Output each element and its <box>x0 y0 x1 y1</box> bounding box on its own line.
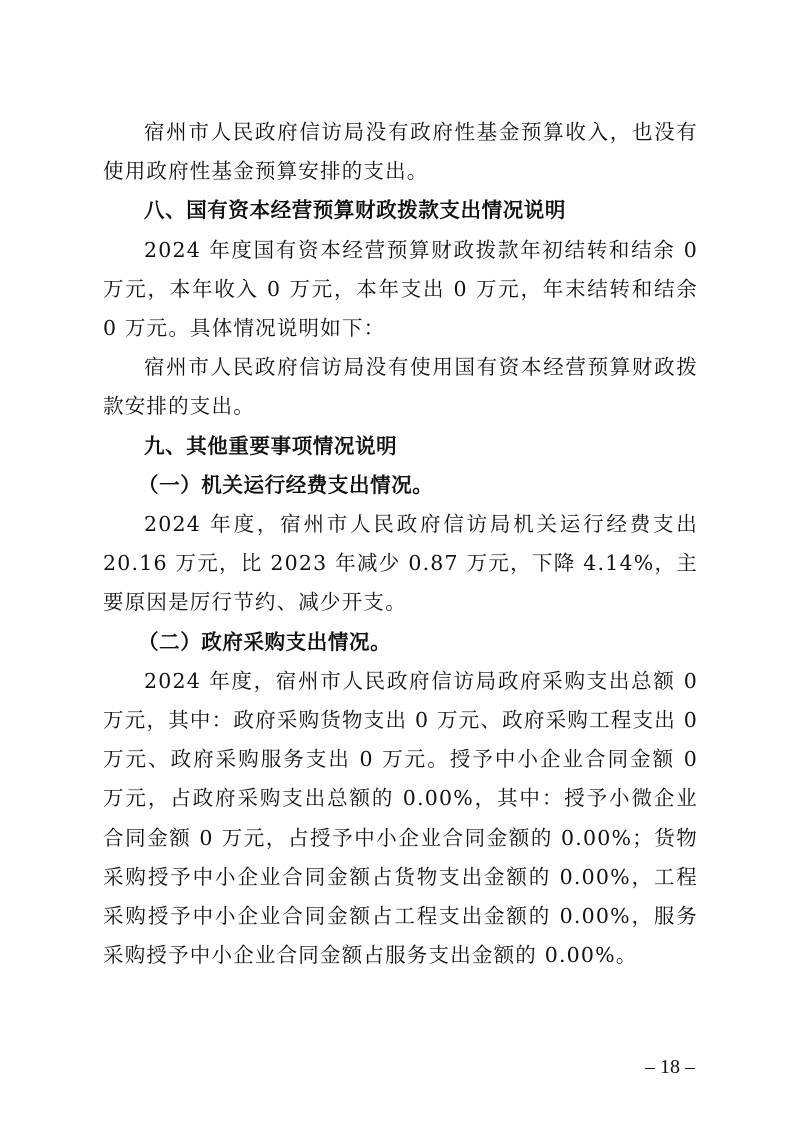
document-body <box>103 113 698 975</box>
subsection-heading-1: （一）机关运行经费支出情况。 <box>138 472 434 497</box>
paragraph-state-capital-summary: 2024 年度国有资本经营预算财政拨款年初结转和结余 0 万元，本年收入 0 万元，本年支出 0 万元，年末结转和结余 0 万元。具体情况说明如下： <box>103 237 698 341</box>
section-heading-8: 八、国有资本经营预算财政拨款支出情况说明 <box>144 198 566 223</box>
section-heading-9: 九、其他重要事项情况说明 <box>144 433 398 458</box>
paragraph-procurement: 2024 年度，宿州市人民政府信访局政府采购支出总额 0 万元，其中：政府采购货物支出 0 万元、政府采购工程支出 0 万元、政府采购服务支出 0 万元。授予中小企业合同金额 0 万元，占政府采购支出总额的 0.00%，其中：授予小微企业合同金额 0 万元，占授予中小企业合同金额的 0.00%；货物采购授予中小企业合同金额占货物支出金额的 0.00%，工程采购授予中小企业合同金额占工程支出金额的 0.00%，服务采购授予中小企业合同金额占服务支出金额的 0.00%。 <box>103 668 698 968</box>
paragraph-state-capital-detail: 宿州市人民政府信访局没有使用国有资本经营预算财政拨款安排的支出。 <box>103 355 698 419</box>
paragraph-fund-budget: 宿州市人民政府信访局没有政府性基金预算收入，也没有使用政府性基金预算安排的支出。 <box>103 120 698 184</box>
subsection-heading-2: （二）政府采购支出情况。 <box>138 629 392 654</box>
paragraph-operating-expenses: 2024 年度，宿州市人民政府信访局机关运行经费支出 20.16 万元，比 2023 年减少 0.87 万元，下降 4.14%，主要原因是厉行节约、减少开支。 <box>103 512 698 615</box>
page-number: – 18 – <box>645 1056 695 1078</box>
